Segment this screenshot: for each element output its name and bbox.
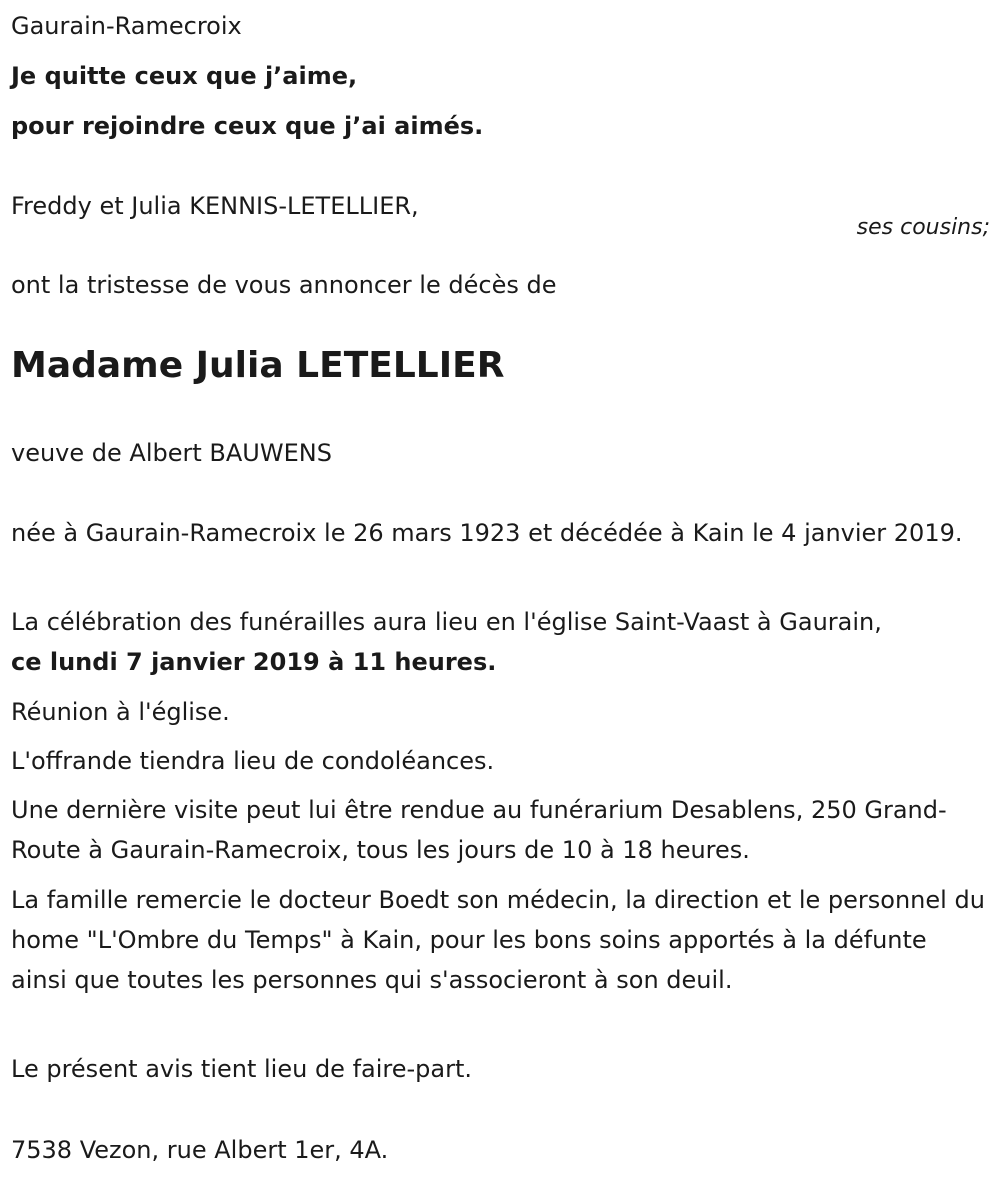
- thanks-text: La famille remercie le docteur Boedt son médecin, la direction et le personnel du home "L'Ombre du Temps" à Kain, pour les bons soins apportés à la défunte ainsi que toutes les personnes qui s'associeront à son deuil.: [11, 886, 985, 994]
- birth-death-details: née à Gaurain-Ramecroix le 26 mars 1923 et décédée à Kain le 4 janvier 2019.: [11, 519, 963, 547]
- motto-line-2: pour rejoindre ceux que j’ai aimés.: [11, 112, 484, 140]
- announcement-text: ont la tristesse de vous annoncer le décès de: [11, 271, 557, 299]
- family-names: Freddy et Julia KENNIS-LETELLIER,: [11, 192, 419, 220]
- funeral-intro: La célébration des funérailles aura lieu en l'église Saint-Vaast à Gaurain,: [11, 608, 882, 636]
- address-text: 7538 Vezon, rue Albert 1er, 4A.: [11, 1136, 389, 1164]
- location-header: Gaurain-Ramecroix: [11, 12, 242, 40]
- motto-line-1: Je quitte ceux que j’aime,: [11, 62, 358, 90]
- notice-text: Le présent avis tient lieu de faire-part.: [11, 1055, 473, 1083]
- meeting-text: Réunion à l'église.: [11, 698, 230, 726]
- funeral-datetime: ce lundi 7 janvier 2019 à 11 heures.: [11, 648, 497, 676]
- offering-text: L'offrande tiendra lieu de condoléances.: [11, 747, 495, 775]
- deceased-name: Madame Julia LETELLIER: [11, 345, 505, 386]
- family-relation: ses cousins;: [856, 215, 990, 240]
- visit-details: Une dernière visite peut lui être rendue au funérarium Desablens, 250 Grand-Route à Gaurain-Ramecroix, tous les jours de 10 à 18 heures.: [11, 796, 947, 864]
- widow-of: veuve de Albert BAUWENS: [11, 439, 332, 467]
